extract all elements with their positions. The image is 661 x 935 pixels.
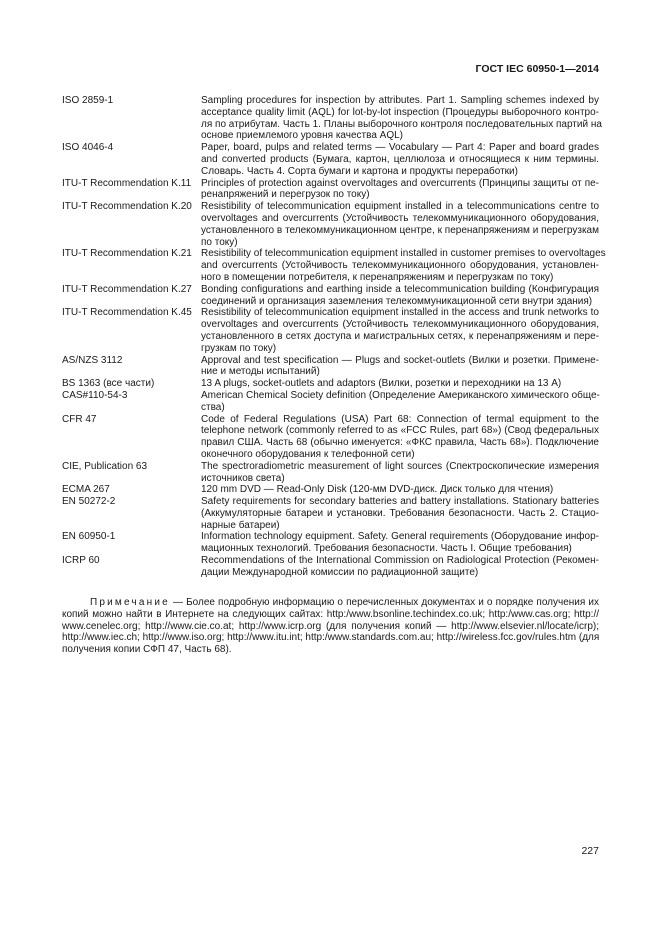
description-line: American Chemical Society definition (Определение Американского химического обще- (201, 389, 600, 401)
reference-description (201, 414, 599, 461)
reference-row (62, 178, 599, 202)
reference-code: ITU-T Recommendation K.11 (62, 177, 192, 189)
description-line: Sampling procedures for inspection by attributes. Part 1. Sampling schemes indexed by (201, 95, 599, 106)
description-line: Paper, board, pulps and related terms — Vocabulary — Part 4: Paper and board grades (201, 142, 599, 154)
reference-description (201, 201, 599, 248)
reference-description (201, 95, 602, 142)
reference-code: EN 60950-1 (62, 531, 116, 543)
reference-code: CFR 47 (62, 413, 97, 425)
description-line: основе приемлемого уровня качества AQL) (201, 130, 403, 142)
description-line: оконечного оборудования к телефонной сети) (201, 448, 415, 460)
description-line: Resistibility of telecommunication equipment installed in the access and trunk networks to (201, 307, 599, 319)
reference-code: CIE, Publication 63 (62, 460, 148, 472)
description-line: telephone network (commonly referred to as «FCC Rules, part 68») (Свод федеральных (201, 425, 599, 437)
note-first-line (62, 597, 599, 609)
reference-code: ISO 4046-4 (62, 142, 114, 154)
reference-description (201, 355, 599, 379)
note-line: копий можно найти в Интернете на следующих сайтах: http:/www.bsonline.techindex.co.uk; http:/www.cas.org; http:// (62, 608, 599, 620)
reference-description (201, 461, 599, 485)
reference-code: EN 50272-2 (62, 496, 116, 508)
description-line: установленного в телекоммуникационном центре, к перенапряжениям и перегрузкам (201, 224, 599, 236)
reference-row (62, 531, 599, 555)
reference-code: ITU-T Recommendation K.21 (62, 248, 192, 260)
reference-row (62, 307, 599, 354)
reference-code: ITU-T Recommendation K.27 (62, 283, 192, 295)
description-line: Code of Federal Regulations (USA) Part 68: Connection of termal equipment to the (201, 413, 599, 425)
description-line: установленного в сетях доступа и магистральных сетях, к перенапряжениям и пере- (201, 330, 599, 342)
description-line: Словарь. Часть 4. Сорта бумаги и картона и продукты переработки) (201, 165, 518, 177)
description-line: Resistibility of telecommunication equipment installed in a telecommunications centre to (201, 201, 599, 213)
description-line: Resistibility of telecommunication equipment installed in customer premises to overvoltages (201, 248, 606, 260)
reference-row (62, 390, 599, 414)
note-first-line-text: — Более подробную информацию о перечисленных документах и о порядке получения их (169, 597, 599, 608)
description-line: Approval and test specification — Plugs and socket-outlets (Вилки и розетки. Примене- (201, 354, 599, 366)
document-header: ГОСТ IEC 60950-1—2014 (475, 63, 599, 75)
reference-row (62, 496, 599, 531)
description-line: overvoltages and overcurrents (Устойчивость телекоммуникационного оборудования, (201, 212, 599, 224)
description-line: Principles of protection against overvoltages and overcurrents (Принципы защиты от пе- (201, 177, 599, 189)
reference-row (62, 142, 599, 177)
reference-description (201, 484, 599, 496)
note-label: Примечание (90, 597, 170, 608)
reference-description (201, 531, 599, 555)
description-line: 120 mm DVD — Read-Only Disk (120-мм DVD-диск. Диск только для чтения) (201, 484, 554, 496)
reference-row (62, 355, 599, 379)
reference-code: ICRP 60 (62, 555, 100, 567)
description-line: ние и методы испытаний) (201, 366, 320, 378)
description-line: соединений и организация заземления телекоммуникационной сети внутри здания) (201, 295, 593, 307)
description-line: по току) (201, 236, 238, 248)
reference-description (201, 496, 599, 531)
reference-row (62, 414, 599, 461)
description-line: правил США. Часть 68 (обычно именуется: «ФКС правила, Часть 68»). Подключение (201, 437, 599, 449)
description-line: acceptance quality limit (AQL) for lot-by-lot inspection (Процедуры выборочного контро- (201, 106, 599, 118)
description-line: дации Международной комиссии по радиационной защите) (201, 566, 479, 578)
description-line: ренапряжений и перегрузок по току) (201, 189, 370, 201)
description-line: overvoltages and overcurrents (Устойчивость телекоммуникационного оборудования, (201, 319, 599, 331)
reference-code: ITU-T Recommendation K.20 (62, 201, 192, 213)
description-line: and overcurrents (Устойчивость телекоммуникационного оборудования, установлен- (201, 260, 599, 272)
reference-description (201, 248, 606, 283)
description-line: Bonding configurations and earthing inside a telecommunication building (Конфигурация (201, 283, 599, 295)
normative-references-list (62, 95, 606, 579)
reference-description (201, 142, 599, 177)
reference-description (201, 178, 599, 202)
description-line: ства) (201, 401, 225, 413)
reference-row (62, 484, 599, 496)
description-line: Information technology equipment. Safety. General requirements (Оборудование инфор- (201, 531, 599, 543)
description-line: 13 A plugs, socket-outlets and adaptors (Вилки, розетки и переходники на 13 A) (201, 378, 562, 390)
reference-code: BS 1363 (все части) (62, 378, 155, 390)
page-number: 227 (581, 845, 599, 857)
description-line: ного в помещении потребителя, к перенапряжениям и перегрузкам по току) (201, 271, 554, 283)
reference-code: ISO 2859-1 (62, 95, 114, 106)
reference-code: ECMA 267 (62, 484, 110, 496)
reference-description (201, 378, 599, 390)
description-line: ля по атрибутам. Часть 1. Планы выборочного контроля последовательных партий на (201, 118, 602, 130)
description-line: мационных технологий. Требования безопасности. Часть I. Общие требования) (201, 543, 572, 555)
description-line: нарные батареи) (201, 519, 280, 531)
reference-code: ITU-T Recommendation K.45 (62, 307, 192, 319)
description-line: The spectroradiometric measurement of light sources (Спектроскопические измерения (201, 460, 599, 472)
reference-row (62, 461, 599, 485)
note-paragraph (62, 597, 599, 656)
reference-row (62, 201, 599, 248)
reference-row (62, 95, 602, 142)
reference-row (62, 378, 599, 390)
description-line: источников света) (201, 472, 285, 484)
note-line: получения копии СФП 47, Часть 68). (62, 644, 232, 656)
description-line: грузкам по току) (201, 342, 277, 354)
note-line: www.cenelec.org; http://www.cie.co.at; http://www.icrp.org (для получения копий — http://www.elsevier.nl/locate/icrp); (62, 620, 599, 632)
reference-row (62, 284, 599, 308)
description-line: (Аккумуляторные батареи и установки. Требования безопасности. Часть 2. Стацио- (201, 507, 599, 519)
reference-description (201, 390, 599, 414)
description-line: Safety requirements for secondary batteries and battery installations. Stationary batteries (201, 496, 599, 508)
reference-row (62, 555, 599, 579)
reference-description (201, 284, 599, 308)
note-line: http://www.iec.ch; http://www.iso.org; http://www.itu.int; http:/www.standards.com.au; http://wireless.fcc.gov/rules.htm (для (62, 632, 600, 644)
reference-code: AS/NZS 3112 (62, 354, 123, 366)
description-line: and converted products (Бумага, картон, целлюлоза и относящиеся к ним термины. (201, 153, 599, 165)
reference-description (201, 555, 599, 579)
reference-description (201, 307, 599, 354)
reference-row (62, 248, 606, 283)
reference-code: CAS#110-54-3 (62, 389, 128, 401)
description-line: Recommendations of the International Commission on Radiological Protection (Рекомен- (201, 555, 599, 567)
